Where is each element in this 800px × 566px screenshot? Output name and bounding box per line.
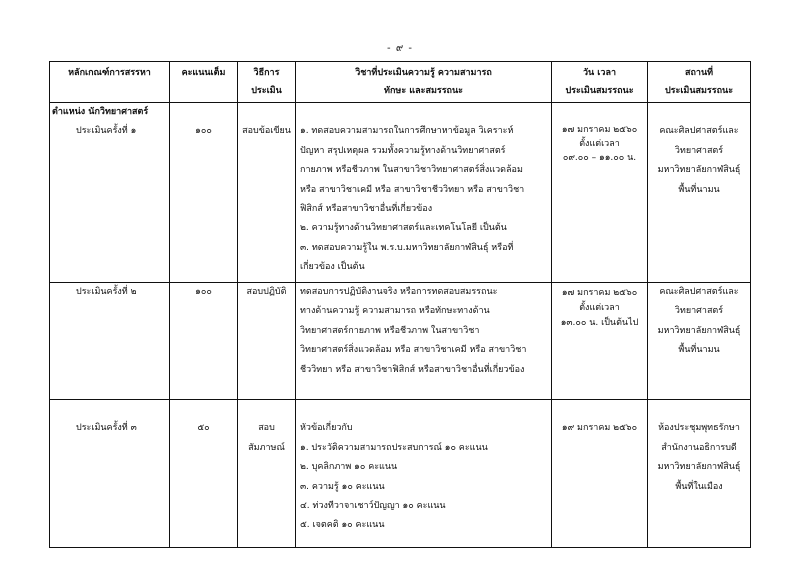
- table-row: [50, 400, 751, 548]
- header-row: [50, 62, 751, 103]
- datetime-cell: ๑๗ มกราคม ๒๕๖๐ ตั้งแต่เวลา ๑๓.๐๐ น. เป็นต้นไป: [552, 283, 648, 400]
- criteria-cell: ประเมินครั้งที่ ๓: [50, 400, 170, 548]
- score-cell: ๑๐๐: [170, 103, 238, 283]
- subject-cell: หัวข้อเกี่ยวกับ ๑. ประวัติความสามารถประสบการณ์ ๑๐ คะแนน ๒. บุคลิกภาพ ๑๐ คะแนน ๓. ความรู้ ๑๐ คะแนน ๔. ท่วงทีวาจาเชาว์ปัญญา ๑๐ คะแนน ๕. เจตคติ ๑๐ คะแนน: [296, 400, 552, 548]
- header-criteria: หลักเกณฑ์การสรรหา: [50, 62, 170, 103]
- method-cell: สอบสัมภาษณ์: [238, 400, 296, 548]
- page-number: - ๙ -: [387, 43, 413, 54]
- header-venue: สถานที่ ประเมินสมรรถนะ: [648, 62, 751, 103]
- table-row: [50, 283, 751, 400]
- position-title: ตำแหน่ง นักวิทยาศาสตร์: [52, 107, 149, 117]
- subject-cell: ๑. ทดสอบความสามารถในการศึกษาหาข้อมูล วิเคราะห์ ปัญหา สรุปเหตุผล รวมทั้งความรู้ทางด้านวิทยาศาสตร์ กายภาพ หรือชีวภาพ ในสาขาวิชาวิทยาศาสตร์สิ่งแวดล้อม หรือ สาขาวิชาเคมี หรือ สาขาวิชาชีววิทยา หรือ สาขาวิชา ฟิสิกส์ หรือสาขาวิชาอื่นที่เกี่ยวข้อง ๒. ความรู้ทางด้านวิทยาศาสตร์และเทคโนโลยี เป็นต้น ๓. ทดสอบความรู้ใน พ.ร.บ.มหาวิทยาลัยกาฬสินธุ์ หรือที่ เกี่ยวข้อง เป็นต้น: [296, 103, 552, 283]
- table-row: [50, 103, 751, 283]
- header-subject: วิชาที่ประเมินความรู้ ความสามารถ ทักษะ และสมรรถนะ: [296, 62, 552, 103]
- datetime-cell: ๑๙ มกราคม ๒๕๖๐: [552, 400, 648, 548]
- venue-cell: ห้องประชุมพุทธรักษา สำนักงานอธิการบดี มหาวิทยาลัยกาฬสินธุ์ พื้นที่ในเมือง: [648, 400, 751, 548]
- round-label: ประเมินครั้งที่ ๑: [76, 126, 137, 137]
- score-cell: ๑๐๐: [170, 283, 238, 400]
- header-method: วิธีการ ประเมิน: [238, 62, 296, 103]
- method-cell: สอบข้อเขียน: [238, 103, 296, 283]
- score-cell: ๕๐: [170, 400, 238, 548]
- subject-cell: ทดสอบการปฏิบัติงานจริง หรือการทดสอบสมรรถนะ ทางด้านความรู้ ความสามารถ หรือทักษะทางด้าน วิทยาศาสตร์กายภาพ หรือชีวภาพ ในสาขาวิชา วิทยาศาสตร์สิ่งแวดล้อม หรือ สาขาวิชาเคมี หรือ สาขาวิชา ชีววิทยา หรือ สาขาวิชาฟิสิกส์ หรือสาขาวิชาอื่นที่เกี่ยวข้อง: [296, 283, 552, 400]
- method-cell: สอบปฏิบัติ: [238, 283, 296, 400]
- header-datetime: วัน เวลา ประเมินสมรรถนะ: [552, 62, 648, 103]
- criteria-cell: [50, 103, 170, 283]
- venue-cell: คณะศิลปศาสตร์และ วิทยาศาสตร์ มหาวิทยาลัยกาฬสินธุ์ พื้นที่นามน: [648, 283, 751, 400]
- assessment-table: [49, 61, 751, 548]
- criteria-cell: ประเมินครั้งที่ ๒: [50, 283, 170, 400]
- datetime-cell: ๑๗ มกราคม ๒๕๖๐ ตั้งแต่เวลา ๐๙.๐๐ – ๑๑.๐๐ น.: [552, 103, 648, 283]
- header-full-score: คะแนนเต็ม: [170, 62, 238, 103]
- venue-cell: คณะศิลปศาสตร์และ วิทยาศาสตร์ มหาวิทยาลัยกาฬสินธุ์ พื้นที่นามน: [648, 103, 751, 283]
